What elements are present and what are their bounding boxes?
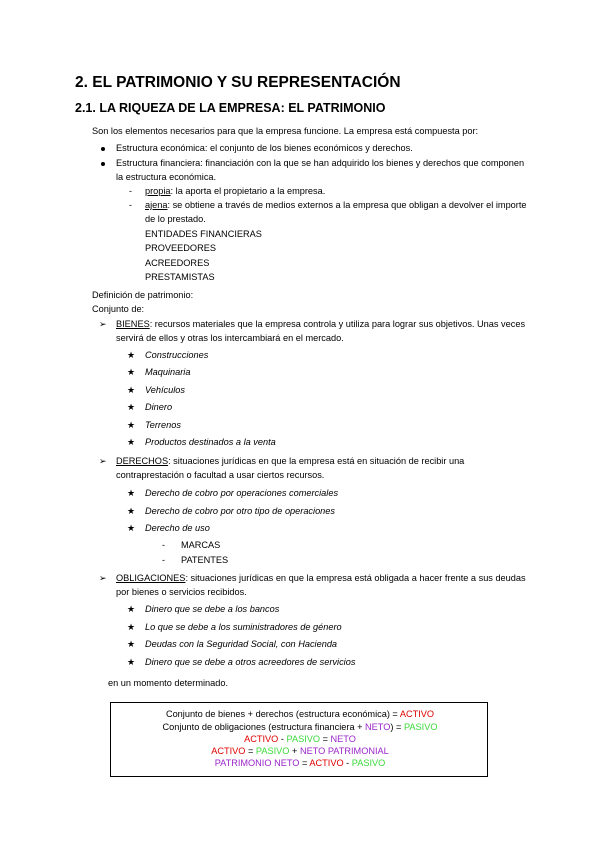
- derechos-term: DERECHOS: [116, 456, 169, 466]
- definicion-label: Definición de patrimonio:: [92, 290, 194, 300]
- bienes-text: : recursos materiales que la empresa controla y utiliza para lograr sus objetivos. Unas veces: [149, 319, 526, 329]
- pasivo-term: PASIVO: [255, 746, 290, 756]
- pasivo-term: PASIVO: [286, 734, 321, 744]
- star-icon: ★: [127, 506, 136, 516]
- star-icon: ★: [127, 604, 136, 614]
- star-icon: ★: [127, 350, 136, 360]
- bienes-term: BIENES: [116, 319, 150, 329]
- formula-text: Conjunto de obligaciones (estructura financiera +: [162, 722, 366, 732]
- bullet-icon: [101, 147, 105, 151]
- activo-term: ACTIVO: [399, 709, 435, 719]
- formula-line-5: [111, 757, 489, 769]
- ajena-item: [145, 198, 527, 212]
- formula-line-4: [111, 745, 489, 757]
- section-title: 2. EL PATRIMONIO Y SU REPRESENTACIÓN: [75, 74, 401, 91]
- star-icon: ★: [127, 385, 136, 395]
- bienes-line2: servirá de ellos y otras los intercambiará en el mercado.: [116, 333, 344, 343]
- formula-operator: -: [343, 758, 352, 768]
- intro-paragraph: Son los elementos necesarios para que la empresa funcione. La empresa está compuesta por:: [92, 126, 479, 136]
- obligaciones-item: Dinero que se debe a otros acreedores de servicios: [145, 657, 356, 667]
- star-icon: ★: [127, 488, 136, 498]
- bienes-item: Dinero: [145, 402, 173, 412]
- derechos-item: Derecho de cobro por operaciones comerciales: [145, 488, 339, 498]
- propia-term: propia: [145, 186, 171, 196]
- obligaciones-item: Lo que se debe a los suministradores de género: [145, 622, 342, 632]
- obligaciones-item: Deudas con la Seguridad Social, con Hacienda: [145, 639, 338, 649]
- formula-operator: =: [245, 746, 256, 756]
- estructura-financiera-line1: Estructura financiera: financiación con la que se han adquirido los bienes y derechos que componen: [116, 158, 525, 168]
- star-icon: ★: [127, 639, 136, 649]
- dash-icon: -: [162, 540, 165, 550]
- neto-patrimonial-term: NETO PATRIMONIAL: [299, 746, 389, 756]
- ajena-list-item: ENTIDADES FINANCIERAS: [145, 229, 262, 239]
- neto-term: NETO: [330, 734, 356, 744]
- estructura-economica: Estructura económica: el conjunto de los bienes económicos y derechos.: [116, 143, 413, 153]
- bullet-icon: [101, 162, 105, 166]
- bienes-item: Productos destinados a la venta: [145, 437, 276, 447]
- ajena-list-item: PRESTAMISTAS: [145, 272, 215, 282]
- derecho-uso-item: PATENTES: [181, 555, 229, 565]
- ajena-text-line2: de lo prestado.: [145, 214, 206, 224]
- formula-text: ) =: [390, 722, 404, 732]
- ajena-term: ajena: [145, 200, 168, 210]
- formula-operator: =: [320, 734, 331, 744]
- pasivo-term: PASIVO: [351, 758, 386, 768]
- bienes-item: Maquinaria: [145, 367, 191, 377]
- dash-icon: -: [162, 555, 165, 565]
- estructura-financiera-line2: la estructura económica.: [116, 172, 217, 182]
- star-icon: ★: [127, 657, 136, 667]
- formula-operator: =: [299, 758, 310, 768]
- ajena-text: : se obtiene a través de medios externos a la empresa que obligan a devolver el importe: [167, 200, 527, 210]
- activo-term: ACTIVO: [309, 758, 344, 768]
- obligaciones-text: : situaciones jurídicas en que la empresa está obligada a hacer frente a sus deudas: [185, 573, 526, 583]
- arrow-bullet-icon: ➢: [99, 456, 107, 466]
- obligaciones-item: Dinero que se debe a los bancos: [145, 604, 280, 614]
- pasivo-term: PASIVO: [403, 722, 438, 732]
- obligaciones-line1: [116, 571, 526, 585]
- star-icon: ★: [127, 420, 136, 430]
- arrow-bullet-icon: ➢: [99, 319, 107, 329]
- formula-text: Conjunto de bienes + derechos (estructura económica) =: [165, 709, 400, 719]
- formula-line-1: [111, 708, 489, 720]
- propia-item: [145, 184, 325, 198]
- formula-operator: -: [278, 734, 287, 744]
- ajena-list-item: PROVEEDORES: [145, 243, 216, 253]
- star-icon: ★: [127, 622, 136, 632]
- formula-operator: +: [289, 746, 300, 756]
- subsection-title: 2.1. LA RIQUEZA DE LA EMPRESA: EL PATRIMONIO: [75, 101, 386, 115]
- bienes-line1: [116, 317, 525, 331]
- formula-line-3: [111, 733, 489, 745]
- bienes-item: Vehículos: [145, 385, 186, 395]
- derechos-line2: contraprestación o facultad a usar ciertos recursos.: [116, 470, 325, 480]
- momento-text: en un momento determinado.: [108, 678, 229, 688]
- derecho-uso-item: MARCAS: [181, 540, 221, 550]
- dash-icon: -: [129, 186, 132, 196]
- bienes-item: Construcciones: [145, 350, 209, 360]
- derechos-item: Derecho de cobro por otro tipo de operaciones: [145, 506, 335, 516]
- patrimonio-neto-term: PATRIMONIO NETO: [214, 758, 300, 768]
- star-icon: ★: [127, 523, 136, 533]
- conjunto-label: Conjunto de:: [92, 304, 145, 314]
- obligaciones-term: OBLIGACIONES: [116, 573, 186, 583]
- arrow-bullet-icon: ➢: [99, 573, 107, 583]
- formula-line-2: [111, 721, 489, 733]
- obligaciones-line2: por bienes o servicios recibidos.: [116, 587, 247, 597]
- activo-term: ACTIVO: [244, 734, 279, 744]
- star-icon: ★: [127, 437, 136, 447]
- formula-box: [110, 702, 488, 777]
- derechos-text: : situaciones jurídicas en que la empresa está en situación de recibir una: [168, 456, 465, 466]
- star-icon: ★: [127, 402, 136, 412]
- ajena-list-item: ACREEDORES: [145, 258, 210, 268]
- star-icon: ★: [127, 367, 136, 377]
- derechos-line1: [116, 454, 464, 468]
- dash-icon: -: [129, 200, 132, 210]
- propia-text: : la aporta el propietario a la empresa.: [170, 186, 326, 196]
- derechos-item: Derecho de uso: [145, 523, 210, 533]
- activo-term: ACTIVO: [211, 746, 246, 756]
- bienes-item: Terrenos: [145, 420, 181, 430]
- neto-term: NETO: [365, 722, 391, 732]
